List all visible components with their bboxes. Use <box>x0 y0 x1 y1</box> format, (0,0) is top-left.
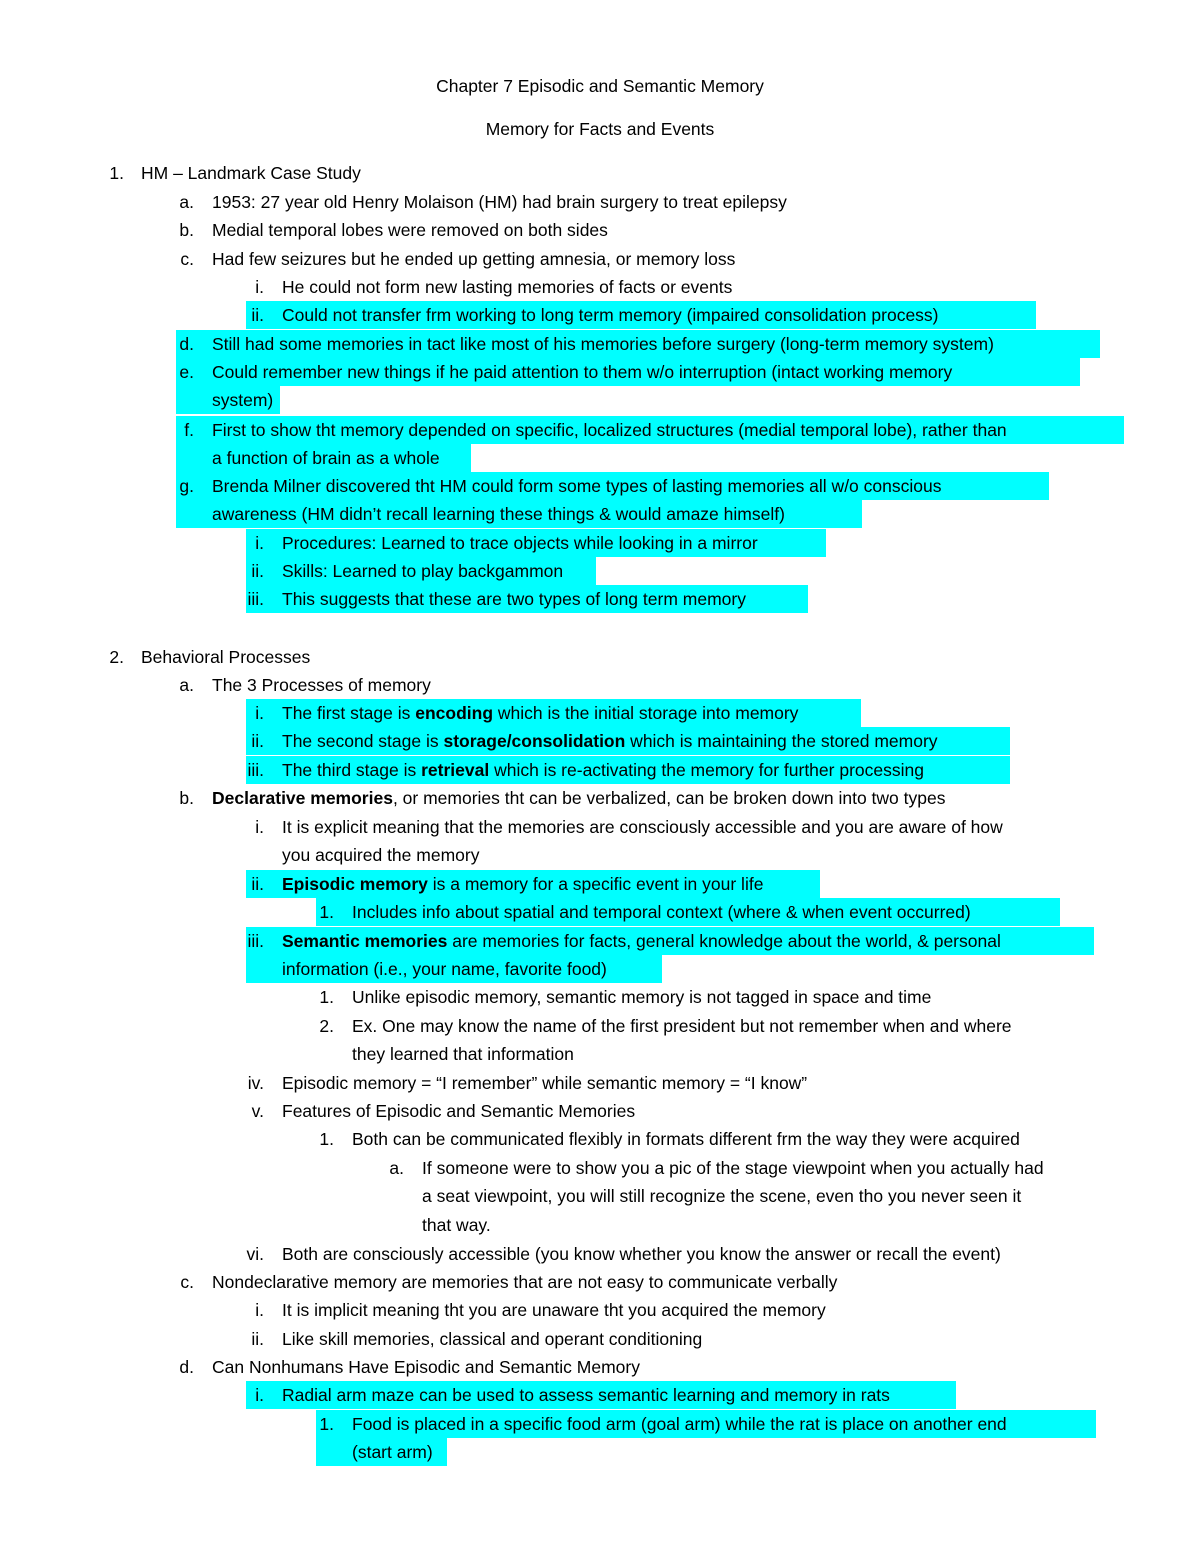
list-marker: 2. <box>319 1016 334 1036</box>
list-item-2d-1-highlighted <box>316 1410 1096 1438</box>
list-text: you acquired the memory <box>282 845 480 865</box>
list-marker: ii. <box>251 874 264 894</box>
list-marker: a. <box>179 675 194 695</box>
list-marker: b. <box>179 220 194 240</box>
list-item-2d-i-highlighted <box>246 1381 956 1409</box>
list-text: The second stage is <box>282 731 444 751</box>
list-text: , or memories tht can be verbalized, can be broken down into two types <box>392 788 946 808</box>
list-text: which is the initial storage into memory <box>493 703 799 723</box>
list-marker: iv. <box>247 1073 264 1093</box>
list-text: If someone were to show you a pic of the stage viewpoint when you actually had <box>422 1158 1044 1178</box>
list-marker: 1. <box>109 163 124 183</box>
list-marker: 1. <box>319 902 334 922</box>
list-text: Brenda Milner discovered tht HM could form some types of lasting memories all w/o conscious <box>212 476 942 496</box>
bold-term: encoding <box>415 703 494 723</box>
list-text: a function of brain as a whole <box>212 448 440 468</box>
list-marker: g. <box>179 476 194 496</box>
list-marker: a. <box>179 192 194 212</box>
list-marker: v. <box>251 1101 264 1121</box>
list-marker: 1. <box>319 1129 334 1149</box>
list-item-1c-ii-highlighted <box>246 301 1036 329</box>
list-text: (start arm) <box>352 1442 433 1462</box>
list-text: information (i.e., your name, favorite food) <box>282 959 607 979</box>
list-text: system) <box>212 390 274 410</box>
list-text: awareness (HM didn’t recall learning these things & would amaze himself) <box>212 504 785 524</box>
list-text: Unlike episodic memory, semantic memory is not tagged in space and time <box>352 987 932 1007</box>
list-marker: ii. <box>251 305 264 325</box>
list-text: Like skill memories, classical and operant conditioning <box>282 1329 703 1349</box>
list-text: which is maintaining the stored memory <box>625 731 938 751</box>
list-text: is a memory for a specific event in your life <box>427 874 764 894</box>
list-text: Ex. One may know the name of the first president but not remember when and where <box>352 1016 1012 1036</box>
list-item-2d-1-continuation <box>316 1438 447 1466</box>
list-marker: d. <box>179 1357 194 1377</box>
list-text: HM – Landmark Case Study <box>141 163 361 183</box>
list-marker: 1. <box>319 987 334 1007</box>
list-item-2a-iii-highlighted <box>246 756 1010 784</box>
list-marker: i. <box>255 1300 264 1320</box>
list-marker: i. <box>255 277 264 297</box>
list-marker: ii. <box>251 731 264 751</box>
list-text: Behavioral Processes <box>141 647 311 667</box>
list-marker: iii. <box>247 760 264 780</box>
list-marker: ii. <box>251 561 264 581</box>
list-item-2b-ii-highlighted <box>246 870 820 898</box>
list-text: Radial arm maze can be used to assess semantic learning and memory in rats <box>282 1385 890 1405</box>
list-marker: a. <box>389 1158 404 1178</box>
list-marker: i. <box>255 533 264 553</box>
list-text: It is implicit meaning tht you are unaware tht you acquired the memory <box>282 1300 826 1320</box>
list-text: Features of Episodic and Semantic Memories <box>282 1101 636 1121</box>
bold-term: retrieval <box>421 760 490 780</box>
list-text: Episodic memory = “I remember” while semantic memory = “I know” <box>282 1073 808 1093</box>
list-marker: f. <box>184 420 194 440</box>
list-marker: iii. <box>247 589 264 609</box>
list-item-1g-i-highlighted <box>246 529 826 557</box>
list-text: 1953: 27 year old Henry Molaison (HM) had brain surgery to treat epilepsy <box>212 192 787 212</box>
list-text: First to show tht memory depended on specific, localized structures (medial temporal lobe), rather than <box>212 420 1007 440</box>
list-text: It is explicit meaning that the memories are consciously accessible and you are aware of how <box>282 817 1003 837</box>
list-text: which is re-activating the memory for further processing <box>489 760 924 780</box>
list-item-1f-continuation <box>176 444 471 472</box>
list-item-1e-continuation <box>176 386 280 414</box>
list-item-2b-ii-1-highlighted <box>316 898 1060 926</box>
list-text: Could remember new things if he paid attention to them w/o interruption (intact working memory <box>212 362 953 382</box>
bold-term: Episodic memory <box>282 874 428 894</box>
list-marker: 1. <box>319 1414 334 1434</box>
list-text: Medial temporal lobes were removed on both sides <box>212 220 608 240</box>
list-item-2b-iii-continuation <box>246 955 662 983</box>
list-text: Could not transfer frm working to long term memory (impaired consolidation process) <box>282 305 939 325</box>
list-marker: vi. <box>246 1244 264 1264</box>
bold-term: Declarative memories <box>212 788 393 808</box>
list-marker: iii. <box>247 931 264 951</box>
list-item-1d-highlighted <box>176 330 1100 358</box>
list-text: The 3 Processes of memory <box>212 675 431 695</box>
list-text: are memories for facts, general knowledge about the world, & personal <box>447 931 1001 951</box>
document-subtitle: Memory for Facts and Events <box>485 119 715 139</box>
list-item-1g-highlighted <box>176 472 1049 500</box>
list-item-1g-iii-highlighted <box>246 585 808 613</box>
list-text: they learned that information <box>352 1044 574 1064</box>
list-text: Food is placed in a specific food arm (goal arm) while the rat is place on another end <box>352 1414 1007 1434</box>
list-text: Had few seizures but he ended up getting amnesia, or memory loss <box>212 249 736 269</box>
list-text: Can Nonhumans Have Episodic and Semantic Memory <box>212 1357 640 1377</box>
list-text: Includes info about spatial and temporal context (where & when event occurred) <box>352 902 971 922</box>
list-marker: c. <box>180 249 194 269</box>
list-item-2b-iii-highlighted <box>246 927 1094 955</box>
list-text: Both can be communicated flexibly in formats different frm the way they were acquired <box>352 1129 1020 1149</box>
list-text: Skills: Learned to play backgammon <box>282 561 564 581</box>
list-text: The first stage is <box>282 703 416 723</box>
list-item-1g-continuation <box>176 500 862 528</box>
list-marker: e. <box>179 362 194 382</box>
bold-term: Semantic memories <box>282 931 448 951</box>
list-marker: 2. <box>109 647 124 667</box>
list-text: This suggests that these are two types of long term memory <box>282 589 746 609</box>
bold-term: storage/consolidation <box>443 731 626 751</box>
list-text: Both are consciously accessible (you know whether you know the answer or recall the event) <box>282 1244 1001 1264</box>
list-text: Nondeclarative memory are memories that are not easy to communicate verbally <box>212 1272 838 1292</box>
list-marker: d. <box>179 334 194 354</box>
list-marker: i. <box>255 1385 264 1405</box>
list-marker: i. <box>255 703 264 723</box>
list-item-1f-highlighted <box>176 416 1124 444</box>
list-text: that way. <box>422 1215 491 1235</box>
list-item-2a-i-highlighted <box>246 699 861 727</box>
list-text: The third stage is <box>282 760 422 780</box>
list-marker: c. <box>180 1272 194 1292</box>
list-marker: i. <box>255 817 264 837</box>
document-title: Chapter 7 Episodic and Semantic Memory <box>436 76 764 96</box>
list-text: Procedures: Learned to trace objects while looking in a mirror <box>282 533 758 553</box>
list-item-1g-ii-highlighted <box>246 557 596 585</box>
list-text: a seat viewpoint, you will still recognize the scene, even tho you never seen it <box>422 1186 1022 1206</box>
list-item-2a-ii-highlighted <box>246 727 1010 755</box>
list-text: Still had some memories in tact like most of his memories before surgery (long-term memory system) <box>212 334 994 354</box>
list-marker: b. <box>179 788 194 808</box>
list-text: He could not form new lasting memories of facts or events <box>282 277 733 297</box>
list-item-1e-highlighted <box>176 358 1080 386</box>
list-marker: ii. <box>251 1329 264 1349</box>
